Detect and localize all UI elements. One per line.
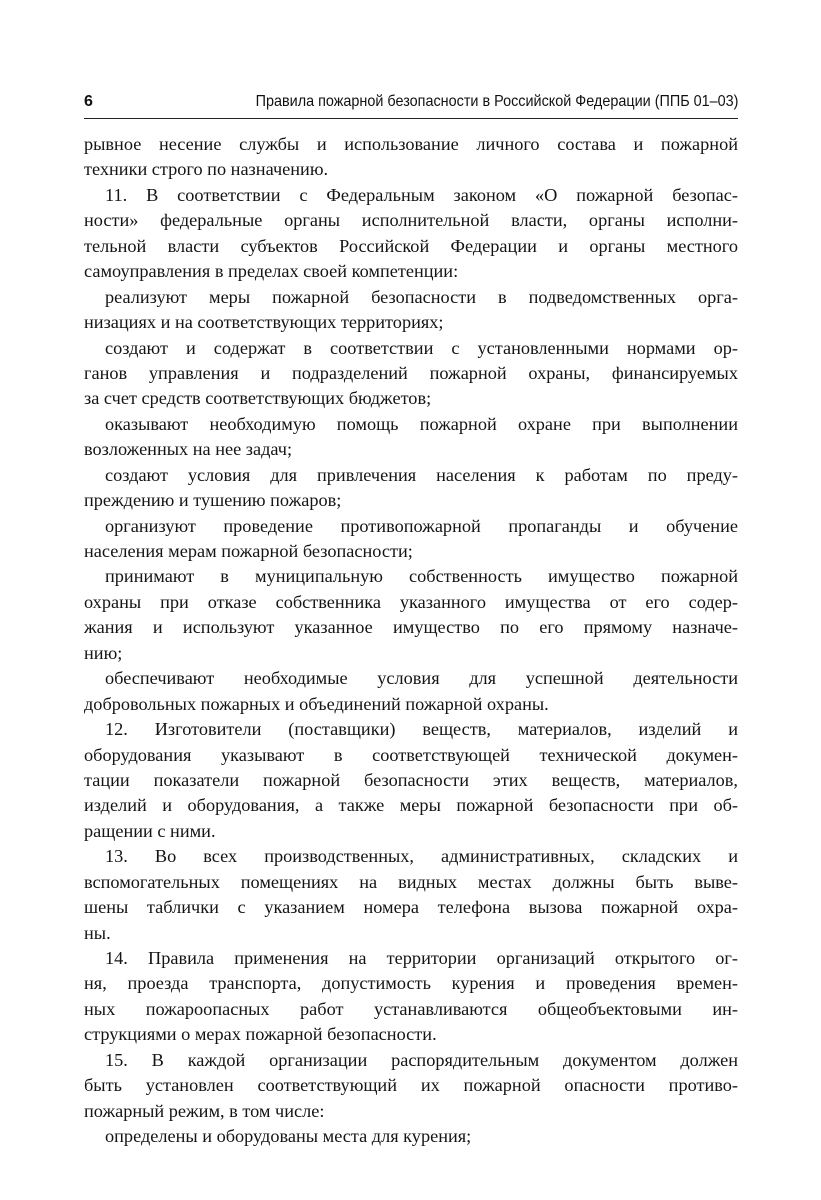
text-line: ности» федеральные органы исполнительной власти, органы исполни- — [84, 210, 738, 231]
text-line: определены и оборудованы места для курения; — [105, 1126, 472, 1147]
text-line: ны. — [84, 922, 111, 943]
running-header — [84, 90, 738, 114]
text-line: ня, проезда транспорта, допустимость курения и проведения времен- — [84, 973, 738, 994]
text-line: возложенных на нее задач; — [84, 439, 293, 460]
text-line: техники строго по назначению. — [84, 159, 329, 180]
text-line: преждению и тушению пожаров; — [84, 490, 342, 511]
page-number: 6 — [84, 93, 93, 110]
text-line: ных пожароопасных работ устанавливаются общеобъектовыми ин- — [84, 998, 738, 1019]
text-line: организуют проведение противопожарной пропаганды и обучение — [105, 515, 738, 536]
text-line: 15. В каждой организации распорядительным документом должен — [105, 1049, 738, 1070]
text-line: обеспечивают необходимые условия для успешной деятельности — [105, 668, 738, 689]
text-line: вспомогательных помещениях на видных местах должны быть выве- — [84, 871, 738, 892]
text-line: ганов управления и подразделений пожарной охраны, финансируемых — [84, 362, 738, 383]
text-line: 13. Во всех производственных, административных, складских и — [105, 846, 738, 867]
text-line: ращении с ними. — [84, 820, 216, 841]
text-line: 11. В соответствии с Федеральным законом «О пожарной безопас- — [105, 184, 738, 205]
text-line: за счет средств соответствующих бюджетов; — [84, 388, 432, 409]
text-line: 12. Изготовители (поставщики) веществ, материалов, изделий и — [105, 719, 738, 740]
running-title: Правила пожарной безопасности в Российской Федерации (ППБ 01–03) — [255, 93, 738, 110]
text-line: быть установлен соответствующий их пожарной опасности противо- — [84, 1075, 738, 1096]
text-line: низациях и на соответствующих территориях; — [84, 312, 444, 333]
text-line: принимают в муниципальную собственность имущество пожарной — [105, 566, 738, 587]
text-line: создают и содержат в соответствии с установленными нормами ор- — [105, 337, 738, 358]
text-line: рывное несение службы и использование личного состава и пожарной — [84, 134, 738, 154]
header-rule — [84, 118, 738, 119]
text-line: создают условия для привлечения населения к работам по преду- — [105, 464, 738, 485]
text-line: тельной власти субъектов Российской Федерации и органы местного — [84, 235, 738, 256]
text-line: оказывают необходимую помощь пожарной охране при выполнении — [105, 413, 738, 434]
text-line: охраны при отказе собственника указанного имущества от его содер- — [84, 591, 738, 612]
text-line: реализуют меры пожарной безопасности в подведомственных орга- — [105, 286, 738, 307]
body-text — [84, 132, 738, 1150]
text-line: нию; — [84, 642, 123, 663]
text-line: изделий и оборудования, а также меры пожарной безопасности при об- — [84, 795, 738, 816]
text-line: 14. Правила применения на территории организаций открытого ог- — [105, 948, 738, 968]
text-line: струкциями о мерах пожарной безопасности. — [84, 1024, 437, 1045]
text-line: пожарный режим, в том числе: — [84, 1100, 325, 1121]
text-line: самоуправления в пределах своей компетенции: — [84, 261, 459, 282]
text-line: оборудования указывают в соответствующей технической докумен- — [84, 744, 738, 765]
text-line: жания и используют указанное имущество по его прямому назначе- — [84, 617, 738, 638]
text-line: тации показатели пожарной безопасности этих веществ, материалов, — [84, 769, 738, 790]
text-line: населения мерам пожарной безопасности; — [84, 541, 413, 561]
text-line: добровольных пожарных и объединений пожарной охраны. — [84, 693, 549, 714]
text-line: шены таблички с указанием номера телефона вызова пожарной охра- — [84, 897, 738, 918]
